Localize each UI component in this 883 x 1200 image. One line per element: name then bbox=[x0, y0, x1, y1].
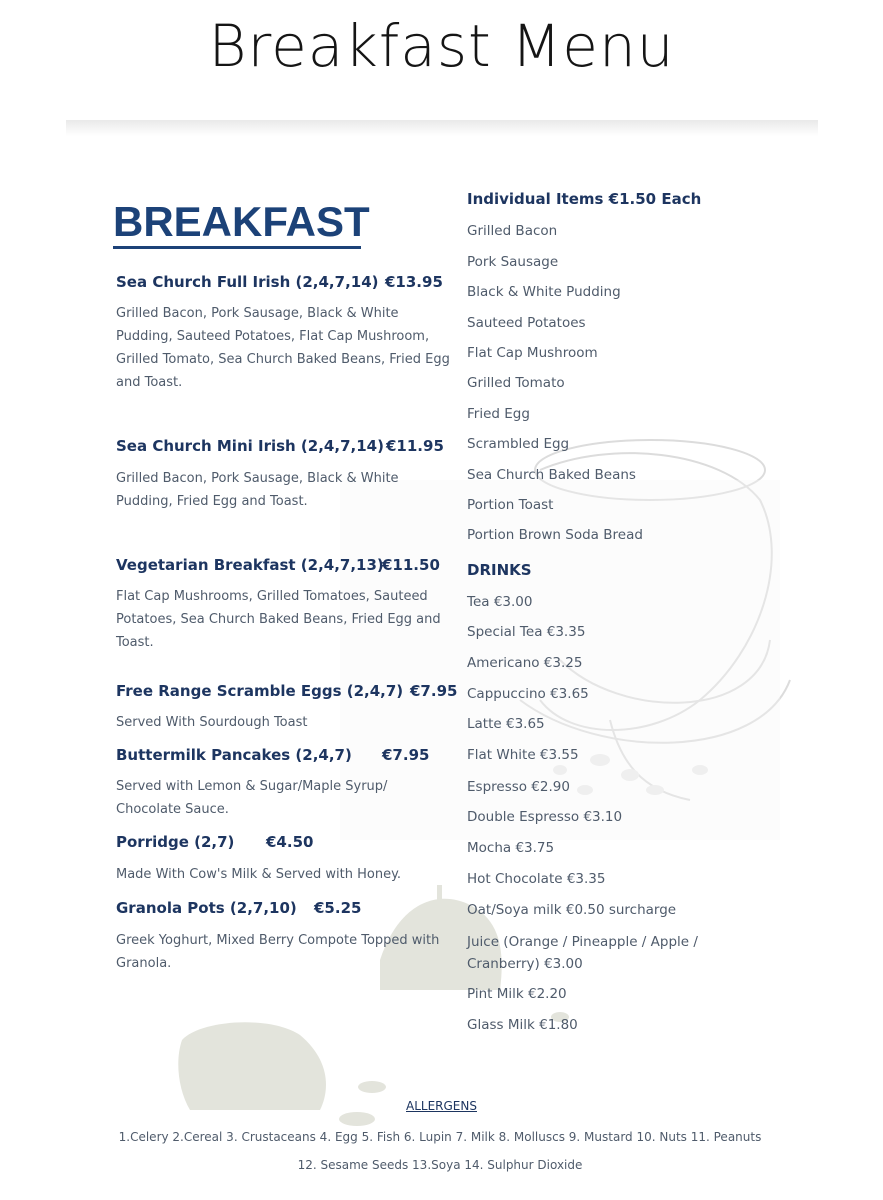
drink-item: Pint Milk €2.20 bbox=[467, 986, 567, 1002]
page-title: Breakfast Menu bbox=[208, 12, 675, 80]
dish-name: Sea Church Mini Irish (2,4,7,14) bbox=[116, 437, 384, 455]
dish-description: Grilled Bacon, Pork Sausage, Black & White Pudding, Fried Egg and Toast. bbox=[116, 471, 399, 509]
dish-description: Made With Cow's Milk & Served with Honey. bbox=[116, 867, 402, 882]
list-item: Sauteed Potatoes bbox=[467, 315, 586, 331]
breakfast-heading-underline bbox=[113, 246, 361, 249]
list-item: Grilled Tomato bbox=[467, 375, 565, 391]
drink-item-juice: Juice (Orange / Pineapple / Apple / Cranberry) €3.00 bbox=[467, 934, 698, 972]
list-item: Portion Toast bbox=[467, 497, 554, 513]
drink-item: Mocha €3.75 bbox=[467, 840, 555, 856]
list-item: Flat Cap Mushroom bbox=[467, 345, 598, 361]
drink-item: Glass Milk €1.80 bbox=[467, 1017, 578, 1033]
dish-name: Buttermilk Pancakes (2,4,7) bbox=[116, 746, 352, 764]
individual-items-heading: Individual Items €1.50 Each bbox=[467, 190, 702, 208]
dish-name: Porridge (2,7) bbox=[116, 833, 235, 851]
dish-description: Served with Lemon & Sugar/Maple Syrup/ Chocolate Sauce. bbox=[116, 779, 388, 817]
allergens-heading-text: ALLERGENS bbox=[406, 1099, 477, 1113]
drink-item: Cappuccino €3.65 bbox=[467, 686, 589, 702]
list-item: Pork Sausage bbox=[467, 254, 559, 270]
list-item: Portion Brown Soda Bread bbox=[467, 527, 643, 543]
dish-description: Grilled Bacon, Pork Sausage, Black & White Pudding, Sauteed Potatoes, Flat Cap Mushroom, Grilled Tomato, Sea Church Baked Beans, Fried Egg and Toast. bbox=[116, 306, 450, 390]
drink-item: Espresso €2.90 bbox=[467, 779, 570, 795]
dish-name: Vegetarian Breakfast (2,4,7,13) bbox=[116, 556, 384, 574]
dish-price: €13.95 bbox=[385, 273, 443, 291]
list-item: Fried Egg bbox=[467, 406, 530, 422]
drink-item: Flat White €3.55 bbox=[467, 747, 579, 763]
allergens-list-line-1: 1.Celery 2.Cereal 3. Crustaceans 4. Egg 5. Fish 6. Lupin 7. Milk 8. Molluscs 9. Mustard 10. Nuts 11. Peanuts bbox=[118, 1130, 762, 1144]
dish-description: Greek Yoghurt, Mixed Berry Compote Topped with Granola. bbox=[116, 933, 440, 971]
dish-name: Sea Church Full Irish (2,4,7,14) bbox=[116, 273, 379, 291]
dish-price: €11.95 bbox=[386, 437, 444, 455]
dish-price: €7.95 bbox=[382, 746, 430, 764]
allergens-list-line-2: 12. Sesame Seeds 13.Soya 14. Sulphur Dioxide bbox=[297, 1158, 583, 1172]
drink-item: Double Espresso €3.10 bbox=[467, 809, 623, 825]
drink-item: Special Tea €3.35 bbox=[467, 624, 586, 640]
breakfast-heading: BREAKFAST bbox=[113, 198, 370, 245]
allergens-heading bbox=[0, 1099, 883, 1113]
drinks-heading: DRINKS bbox=[467, 561, 532, 579]
list-item: Scrambled Egg bbox=[467, 436, 570, 452]
dish-name: Granola Pots (2,7,10) bbox=[116, 899, 297, 917]
list-item: Sea Church Baked Beans bbox=[467, 467, 636, 483]
drink-item: Tea €3.00 bbox=[467, 594, 533, 610]
dish-price: €11.50 bbox=[382, 556, 440, 574]
list-item: Grilled Bacon bbox=[467, 223, 558, 239]
drink-item: Latte €3.65 bbox=[467, 716, 545, 732]
dish-price: €7.95 bbox=[410, 682, 458, 700]
dish-price: €5.25 bbox=[314, 899, 362, 917]
dish-name: Free Range Scramble Eggs (2,4,7) bbox=[116, 682, 404, 700]
drink-item: Hot Chocolate €3.35 bbox=[467, 871, 606, 887]
dish-description: Served With Sourdough Toast bbox=[116, 715, 308, 730]
drink-item: Americano €3.25 bbox=[467, 655, 583, 671]
dish-description: Flat Cap Mushrooms, Grilled Tomatoes, Sauteed Potatoes, Sea Church Baked Beans, Fried Egg and Toast. bbox=[116, 589, 441, 650]
list-item: Black & White Pudding bbox=[467, 284, 621, 300]
dish-price: €4.50 bbox=[266, 833, 314, 851]
drink-item: Oat/Soya milk €0.50 surcharge bbox=[467, 902, 677, 918]
